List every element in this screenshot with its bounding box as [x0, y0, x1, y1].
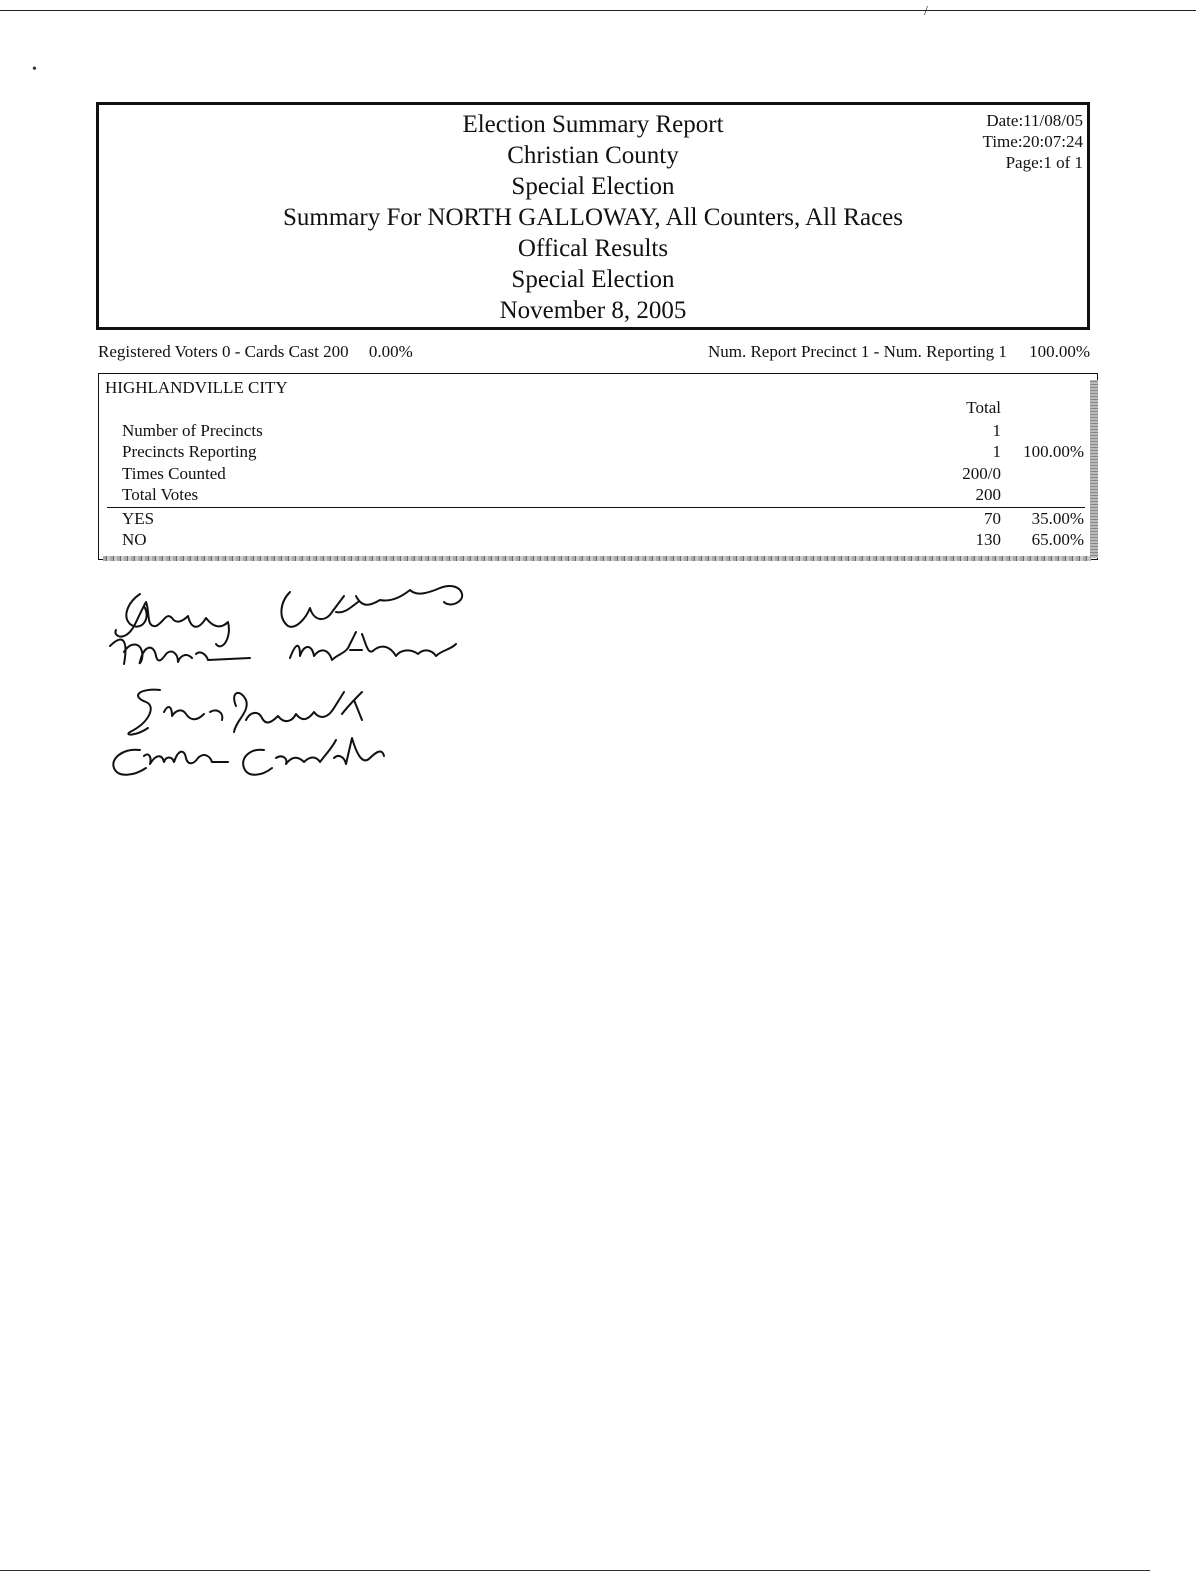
stat-row: [99, 421, 1097, 443]
choice-row: [99, 530, 1097, 552]
stat-value: 1: [992, 442, 1001, 461]
registered-voters: [98, 342, 413, 362]
stat-label: Total Votes: [122, 485, 199, 504]
report-date: Date:11/08/05: [986, 111, 1083, 130]
title-line: Election Summary Report: [462, 111, 724, 138]
signatures: [100, 572, 480, 792]
choice-label: YES: [122, 509, 155, 528]
stat-value: 200: [975, 485, 1001, 504]
scan-mark: /: [924, 4, 928, 19]
scan-mark: •: [32, 62, 37, 77]
stat-row: [99, 485, 1097, 507]
race-results: [98, 373, 1098, 560]
stat-row: [99, 442, 1097, 464]
title-line: Offical Results: [517, 235, 669, 262]
registered-pct: 0.00%: [368, 342, 413, 361]
choice-label: NO: [122, 530, 147, 549]
choice-row: [99, 509, 1097, 531]
top-rule: [0, 10, 1196, 11]
stat-label: Number of Precincts: [122, 421, 263, 440]
title-line: Summary For NORTH GALLOWAY, All Counters, All Races: [282, 204, 904, 231]
report-meta: [983, 110, 1083, 173]
choice-votes: 70: [984, 509, 1001, 528]
signature-2: [110, 632, 456, 664]
title-line: November 8, 2005: [499, 297, 687, 324]
title-line: Christian County: [507, 142, 679, 169]
stat-row: [99, 464, 1097, 486]
race-name: HIGHLANDVILLE CITY: [105, 378, 288, 397]
stat-pct: 100.00%: [1023, 442, 1084, 461]
reporting-pct: 100.00%: [1029, 342, 1090, 361]
bottom-rule: [0, 1570, 1150, 1571]
stat-label: Times Counted: [122, 464, 226, 483]
total-column-header: Total: [966, 398, 1001, 417]
signature-1: [115, 586, 462, 646]
signature-3: [128, 690, 362, 735]
choice-votes: 130: [975, 530, 1001, 549]
stat-value: 1: [992, 421, 1001, 440]
report-header: [96, 102, 1090, 330]
stat-value: 200/0: [962, 464, 1001, 483]
results-divider: [107, 507, 1085, 508]
stat-label: Precincts Reporting: [122, 442, 257, 461]
registered-text: Registered Voters 0 - Cards Cast 200: [98, 342, 349, 361]
title-line: Special Election: [511, 173, 675, 200]
choice-pct: 35.00%: [1031, 509, 1084, 528]
report-page: Page:1 of 1: [1005, 153, 1083, 172]
report-title: [99, 109, 1087, 326]
title-line: Special Election: [511, 266, 675, 293]
reporting-text: Num. Report Precinct 1 - Num. Reporting 1: [707, 342, 1007, 361]
reporting-summary: [708, 342, 1090, 362]
choice-pct: 65.00%: [1031, 530, 1084, 549]
signature-4: [113, 738, 384, 775]
report-time: Time:20:07:24: [982, 132, 1083, 151]
box-shadow: [103, 556, 1091, 561]
